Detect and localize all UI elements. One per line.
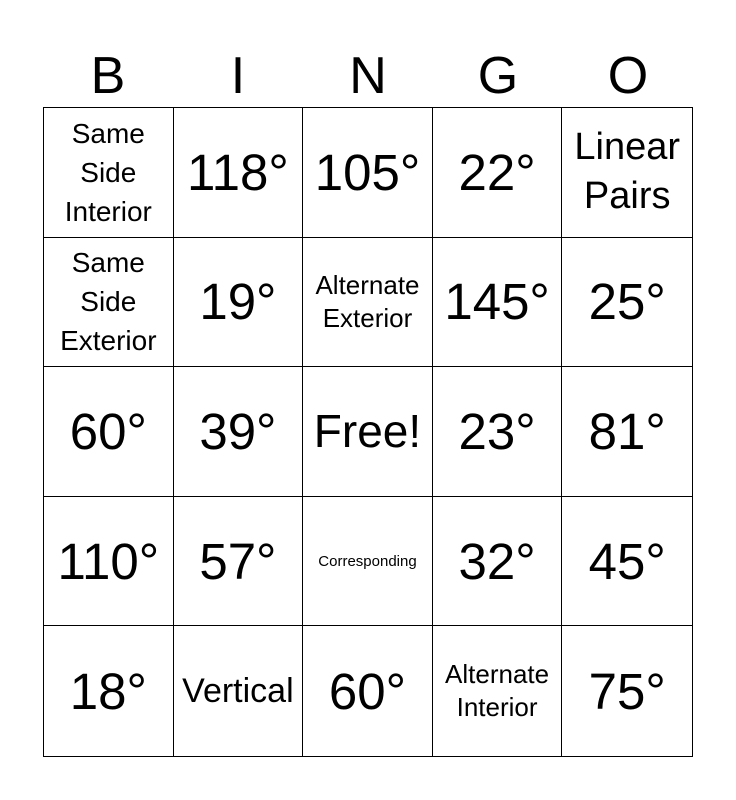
bingo-cell-r4c4: 32° [433,497,563,627]
bingo-cell-r1c3: 105° [303,108,433,238]
bingo-cell-r1c4: 22° [433,108,563,238]
bingo-cell-r4c5: 45° [562,497,692,627]
header-letter-i: I [230,47,246,105]
bingo-cell-r3c1: 60° [44,367,174,497]
bingo-cell-r2c3: Alternate Exterior [303,238,433,368]
header-letter-o: O [607,47,649,105]
bingo-cell-r3c2: 39° [174,367,304,497]
header-letter-b: B [90,47,126,105]
bingo-board [43,107,693,757]
bingo-cell-r5c2: Vertical [174,626,304,756]
bingo-header [43,44,693,108]
bingo-cell-r5c4: Alternate Interior [433,626,563,756]
bingo-cell-r1c5: Linear Pairs [562,108,692,238]
bingo-cell-r2c5: 25° [562,238,692,368]
bingo-cell-free-space: Free! [303,367,433,497]
bingo-cell-r2c1: Same Side Exterior [44,238,174,368]
bingo-cell-r5c3: 60° [303,626,433,756]
bingo-cell-r5c5: 75° [588,662,666,720]
bingo-cell-r2c4: 145° [433,238,563,368]
bingo-cell-r2c2: 19° [174,238,304,368]
header-letter-g: G [477,47,519,105]
bingo-cell-r5c1: 18° [44,626,174,756]
header-letter-n: N [349,47,387,105]
bingo-cell-r3c4: 23° [433,367,563,497]
bingo-cell-r3c5: 81° [562,367,692,497]
bingo-cell-r4c3: Corresponding [303,497,433,627]
bingo-cell-r4c2: 57° [174,497,304,627]
bingo-cell-r1c1: Same Side Interior [44,108,174,238]
bingo-cell-r4c1: 110° [44,497,174,627]
bingo-cell-r1c2: 118° [174,108,304,238]
